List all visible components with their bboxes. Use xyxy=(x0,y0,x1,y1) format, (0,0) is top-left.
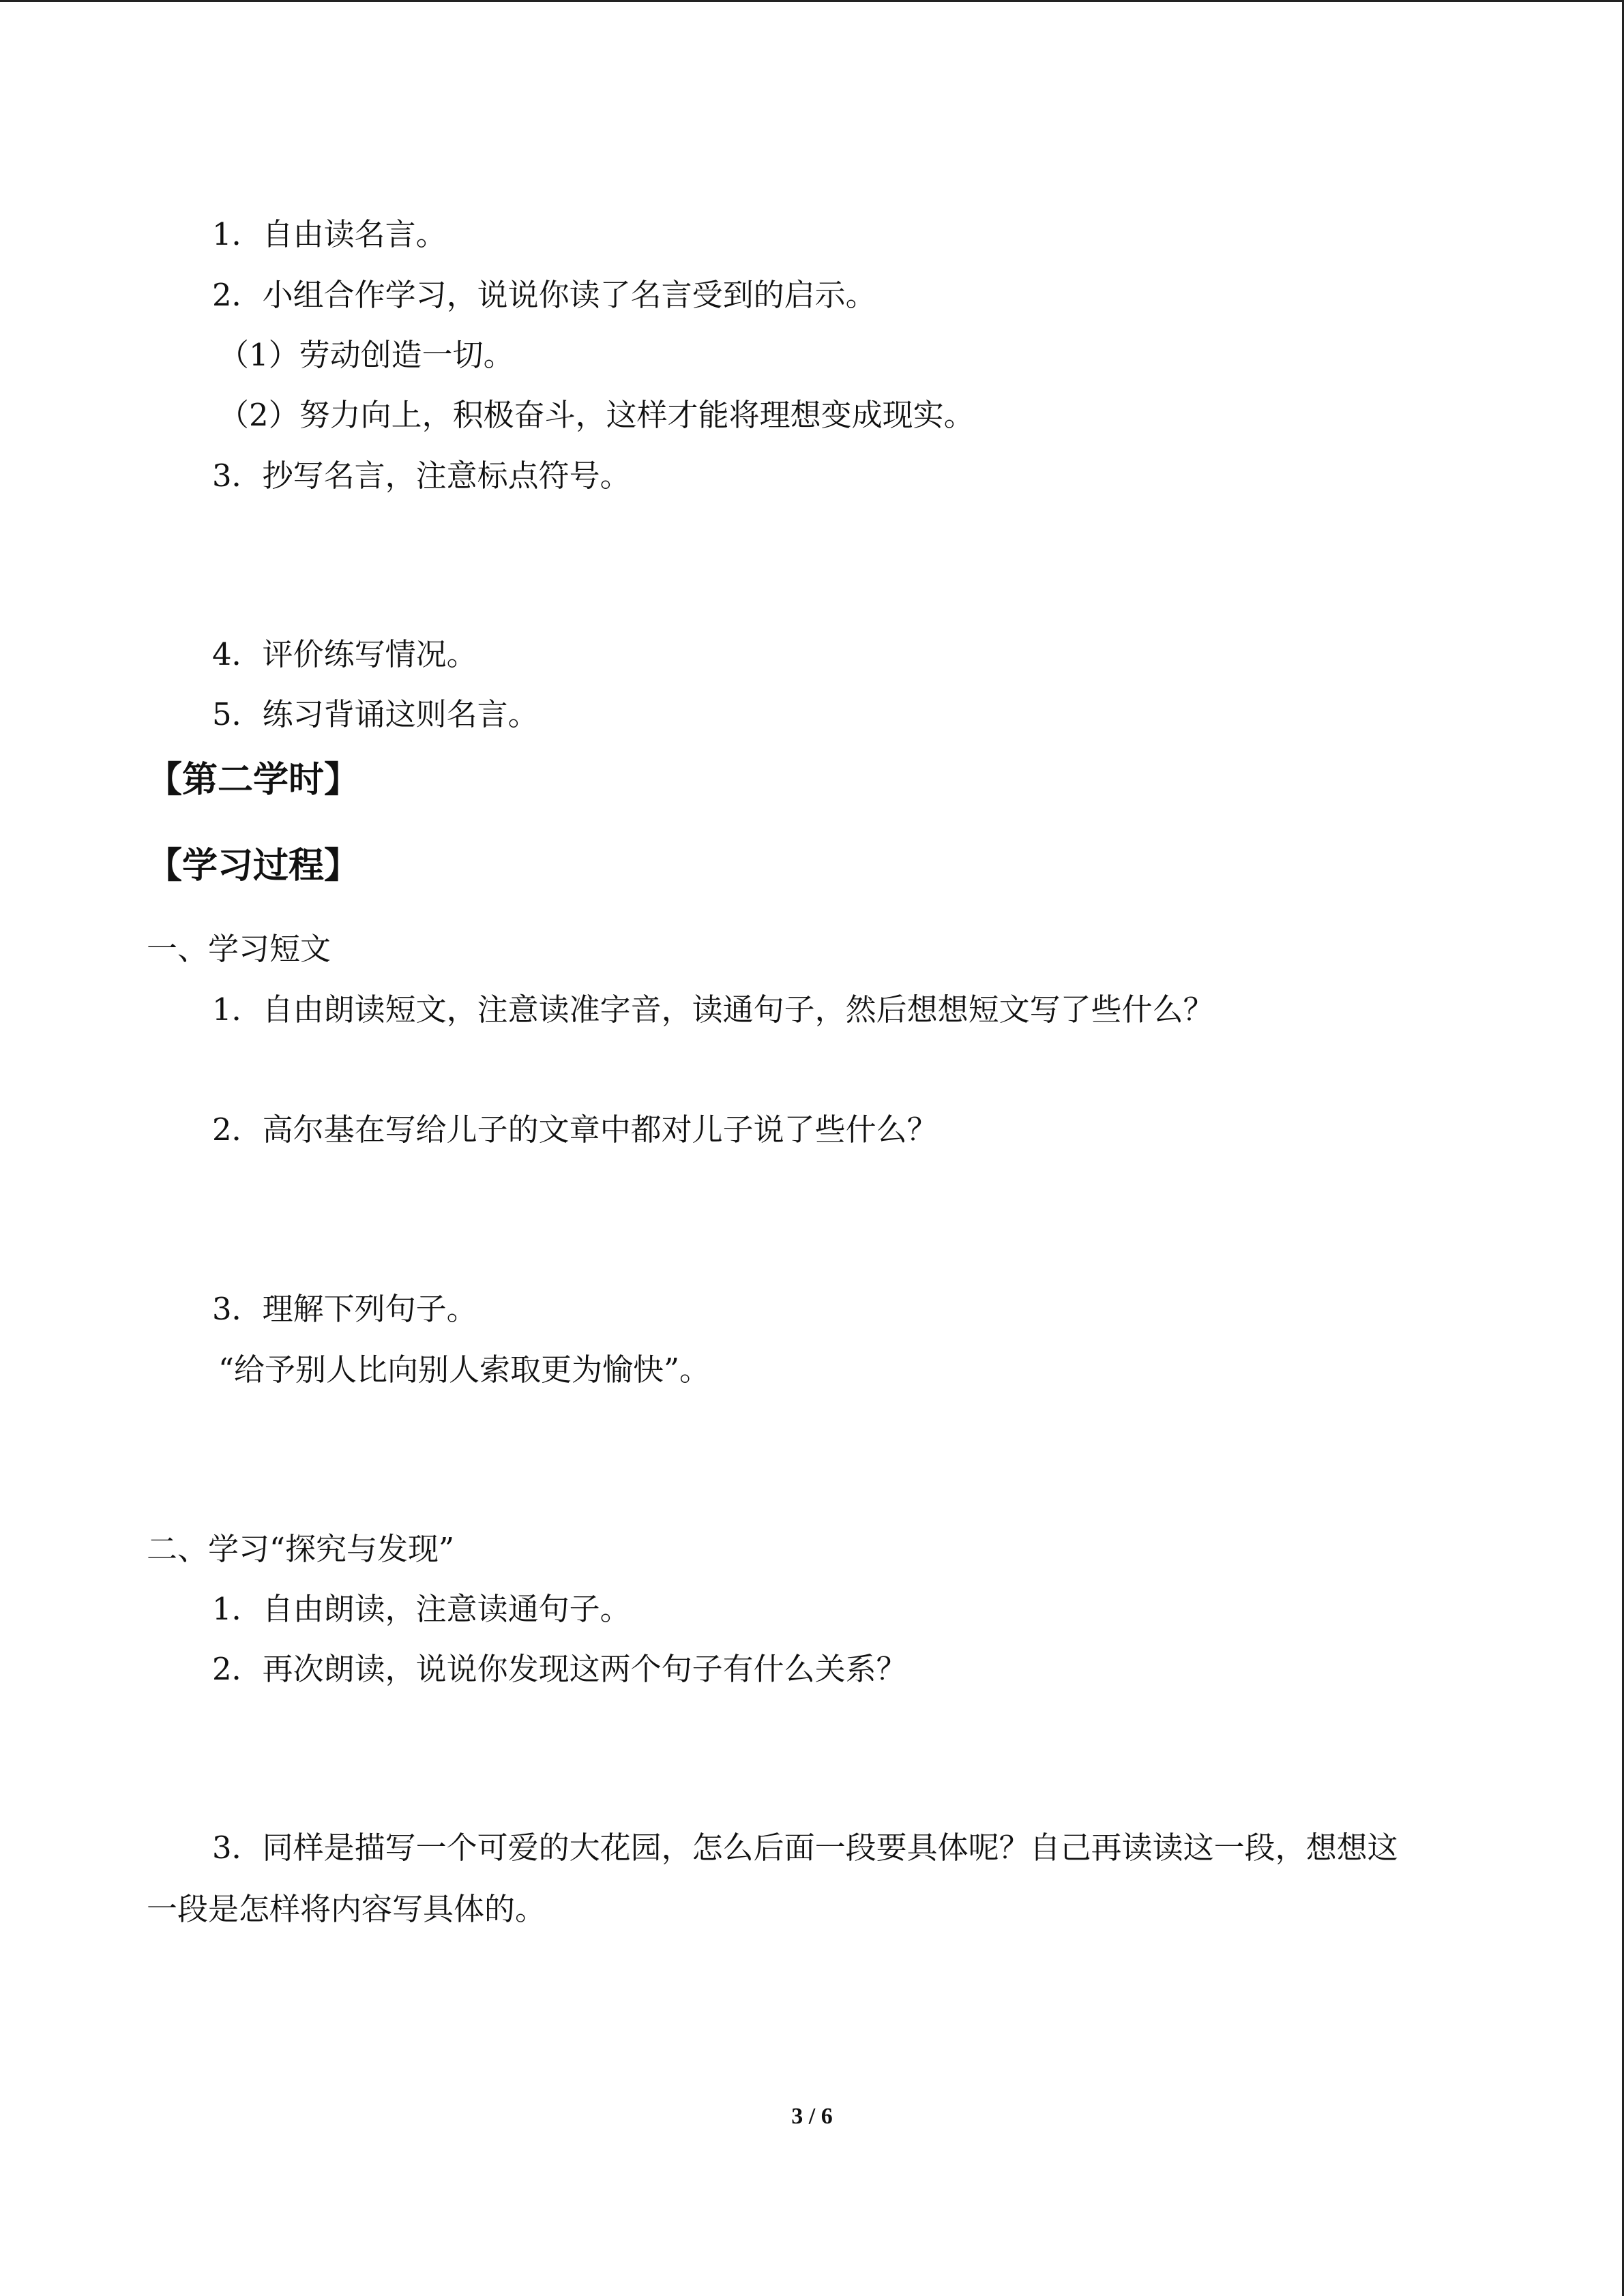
page-number: 3 / 6 xyxy=(791,2104,833,2129)
part1-item-3: 3．抄写名言，注意标点符号。 xyxy=(212,458,631,494)
section1-title: 一、学习短文 xyxy=(147,931,331,967)
section2-item-2: 2．再次朗读，说说你发现这两个句子有什么关系？ xyxy=(212,1651,907,1687)
part1-item-2: 2．小组合作学习，说说你读了名言受到的启示。 xyxy=(212,277,876,313)
section2-item-3-line-2: 一段是怎样将内容写具体的。 xyxy=(147,1891,546,1927)
part1-item-5: 5．练习背诵这则名言。 xyxy=(212,696,539,732)
page-frame-top xyxy=(0,0,1624,2)
part1-subitem-1: （1）劳动创造一切。 xyxy=(218,337,514,373)
heading-learning-process: 【学习过程】 xyxy=(147,846,360,886)
part1-item-1: 1．自由读名言。 xyxy=(212,216,447,252)
section1-quote: “给予别人比向别人索取更为愉快”。 xyxy=(218,1352,711,1388)
section1-item-2: 2．高尔基在写给儿子的文章中都对儿子说了些什么？ xyxy=(212,1112,938,1148)
heading-second-lesson: 【第二学时】 xyxy=(147,760,360,801)
part1-item-4: 4．评价练写情况。 xyxy=(212,636,477,672)
section2-title: 二、学习“探究与发现” xyxy=(147,1531,455,1567)
section2-item-3-line-1: 3．同样是描写一个可爱的大花园，怎么后面一段要具体呢？自己再读读这一段，想想这 xyxy=(212,1830,1398,1866)
section1-item-1: 1．自由朗读短文，注意读准字音，读通句子，然后想想短文写了些什么？ xyxy=(212,992,1214,1028)
part1-subitem-2: （2）努力向上，积极奋斗，这样才能将理想变成现实。 xyxy=(218,397,975,433)
section2-item-1: 1．自由朗读，注意读通句子。 xyxy=(212,1591,631,1627)
section1-item-3: 3．理解下列句子。 xyxy=(212,1291,477,1327)
